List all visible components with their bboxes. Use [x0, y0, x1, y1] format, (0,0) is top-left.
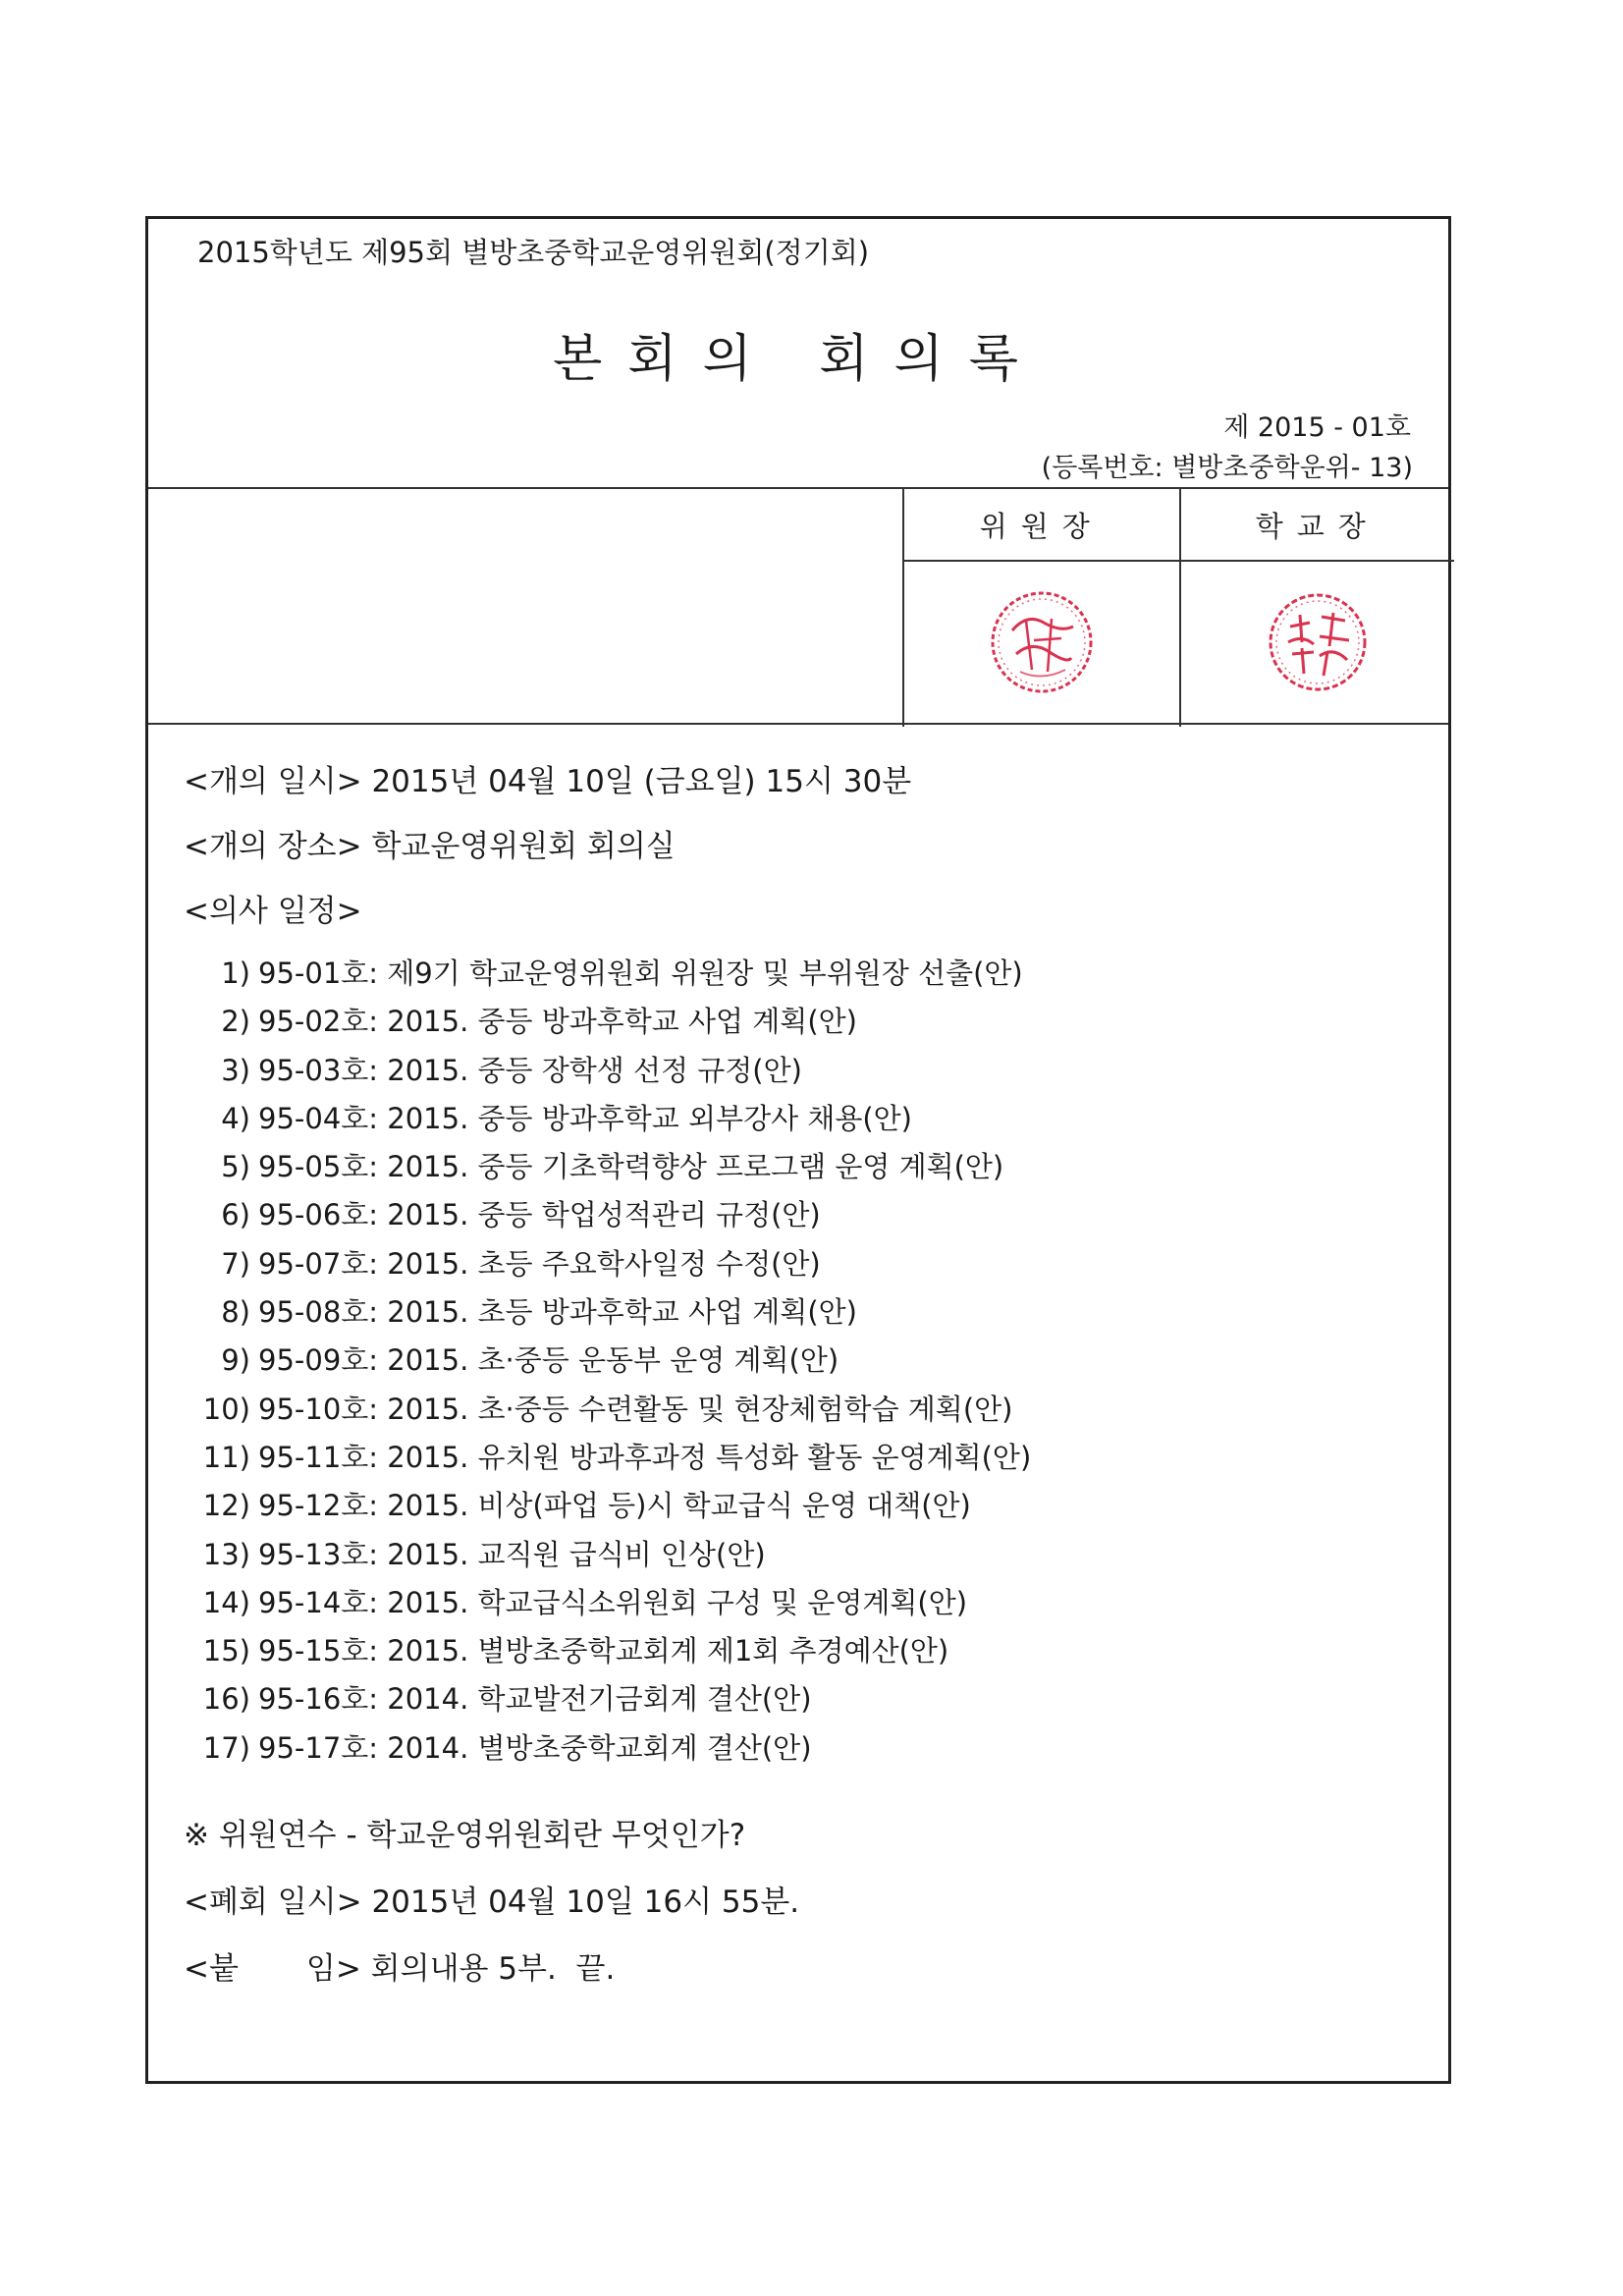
list-item: 2) 95-02호: 2015. 중등 방과후학교 사업 계획(안) — [221, 1005, 857, 1039]
agenda-list — [184, 950, 1421, 1773]
list-item: 7) 95-07호: 2015. 초등 주요학사일정 수정(안) — [221, 1246, 821, 1281]
meeting-place: <개의 장소> 학교운영위원회 회의실 — [184, 829, 676, 864]
principal-label: 학교장 — [1180, 489, 1454, 561]
list-item: 17) 95-17호: 2014. 별방초중학교회계 결산(안) — [202, 1730, 812, 1765]
document-frame — [145, 216, 1451, 2084]
attachment-note: <붙 임> 회의내용 5부. 끝. — [184, 1951, 616, 1988]
minutes-body — [184, 749, 1421, 2002]
list-item: 10) 95-10호: 2015. 초·중등 수련활동 및 현장체험학습 계획(안) — [202, 1392, 1013, 1426]
list-item: 1) 95-01호: 제9기 학교운영위원회 위원장 및 부위원장 선출(안) — [221, 957, 1023, 990]
header-block — [148, 219, 1448, 489]
footer-block — [184, 1802, 1421, 2002]
list-item: 3) 95-03호: 2015. 중등 장학생 선정 규정(안) — [221, 1053, 802, 1087]
list-item: 13) 95-13호: 2015. 교직원 급식비 인상(안) — [202, 1537, 766, 1571]
list-item: 12) 95-12호: 2015. 비상(파업 등)시 학교급식 운영 대책(안) — [202, 1489, 971, 1523]
chair-seal-cell — [903, 561, 1180, 727]
doc-number: 제 2015 - 01호 — [1223, 412, 1411, 443]
pre-title: 2015학년도 제95회 별방초중학교운영위원회(정기회) — [197, 236, 870, 269]
list-item: 4) 95-04호: 2015. 중등 방과후학교 외부강사 채용(안) — [221, 1101, 912, 1135]
meeting-date: <개의 일시> 2015년 04월 10일 (금요일) 15시 30분 — [184, 764, 912, 799]
principal-seal-cell — [1180, 561, 1454, 727]
list-item: 8) 95-08호: 2015. 초등 방과후학교 사업 계획(안) — [221, 1295, 857, 1330]
list-item: 15) 95-15호: 2015. 별방초중학교회계 제1회 추경예산(안) — [202, 1634, 949, 1668]
page-title: 본회의 회의록 — [553, 330, 1044, 389]
chair-label: 위원장 — [903, 489, 1180, 561]
signature-block — [148, 489, 1448, 725]
chair-seal-icon — [983, 583, 1101, 701]
list-item: 5) 95-05호: 2015. 중등 기초학력향상 프로그램 운영 계획(안) — [221, 1150, 1004, 1184]
close-time: <폐회 일시> 2015년 04월 10일 16시 55분. — [184, 1885, 800, 1921]
principal-seal-icon — [1259, 583, 1377, 701]
agenda-heading: <의사 일정> — [184, 894, 362, 929]
list-item: 11) 95-11호: 2015. 유치원 방과후과정 특성화 활동 운영계획(안) — [202, 1440, 1032, 1474]
list-item: 14) 95-14호: 2015. 학교급식소위원회 구성 및 운영계획(안) — [202, 1585, 968, 1619]
list-item: 9) 95-09호: 2015. 초·중등 운동부 운영 계획(안) — [221, 1343, 839, 1378]
list-item: 6) 95-06호: 2015. 중등 학업성적관리 규정(안) — [221, 1198, 821, 1232]
signature-table — [902, 489, 1454, 727]
training-note: ※ 위원연수 - 학교운영위원회란 무엇인가? — [184, 1818, 746, 1854]
list-item: 16) 95-16호: 2014. 학교발전기금회계 결산(안) — [202, 1682, 812, 1717]
registration-number: (등록번호: 별방초중학운위- 13) — [1041, 453, 1413, 483]
